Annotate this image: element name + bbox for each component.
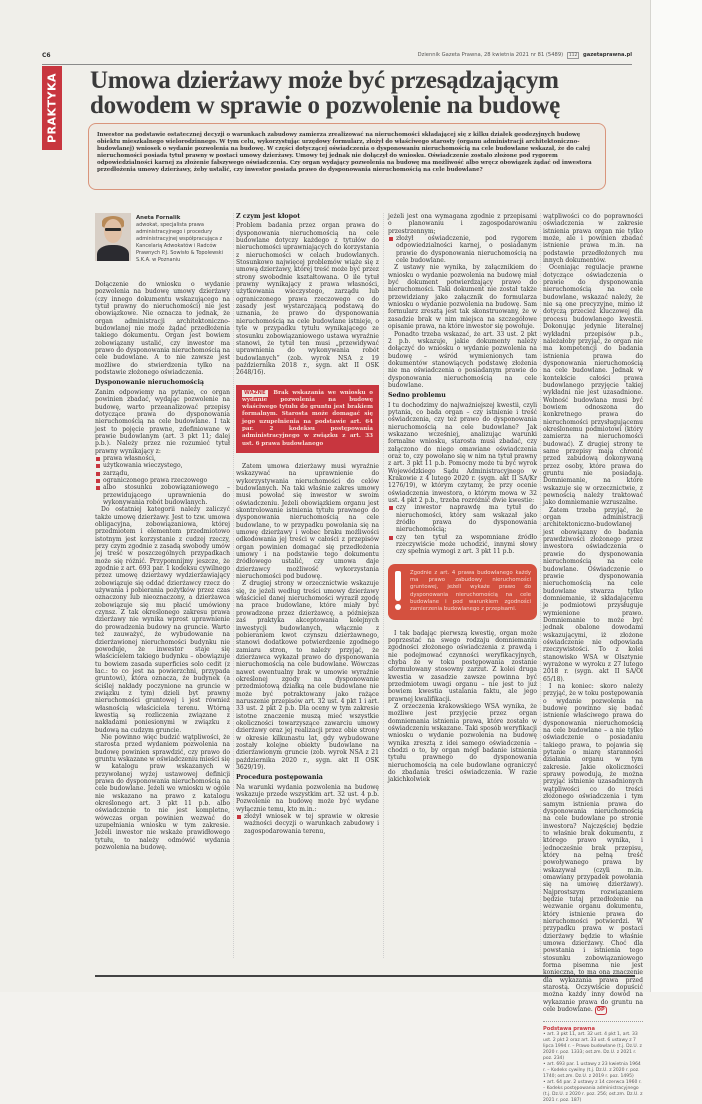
quote-box [388,564,537,620]
intro-paragraph: Dołączenie do wniosku o wydanie pozwolenia na budowę umowy dzierżawy (czy innego dokumentu wskazującego na tytuł prawny do nieruchomości) nie jest obowiązkowe. Nie oznacza to jednak, że organ administracji architektoniczno-budowlanej nie może żądać przedłożenia takiego dokumentu. Organ jest bowiem zobowiązany ustalić, czy inwestor ma prawo do dysponowania nieruchomością na cele budowlane. A to nie zawsze jest możliwe do stwierdzenia tylko na podstawie złożonego oświadczenia. [95,281,230,377]
subheading: Dysponowanie nieruchomością [95,379,204,387]
paragraph: I tak badając pierwszą kwestię, organ może poprzestać na swego rodzaju domniemaniu zgodności złożonego oświadczenia z prawdą i nie podejmować czynności weryfikacyjnych, chyba że w toku postępowania zostanie sformułowany stosowny zarzut. Z kolei druga kwestia w zasadzie zawsze powinna być przedmiotem uwagi organu – nie jest to już bowiem kwestia ustalania faktu, ale jego prawnej kwalifikacji. [388,629,537,703]
paragraph: Z ustawy nie wynika, by załącznikiem do wniosku o wydanie pozwolenia na budowę miał być dokument potwierdzający prawo do nieruchomości. Taki dokument nie został także przewidziany jako załącznik do formularza wniosku o wydanie pozwolenia na budowę. Sam formularz zresztą jest tak skonstruowany, że w zasadzie brak w nim miejsca na szczegółowe opisanie prawa, na które inwestor się powołuje. [388,264,537,331]
paragraph: I tu dochodzimy do najważniejszej kwestii, czyli pytania, co bada organ – czy istnienie i treść oświadczenia, czy też prawo do dysponowania nieruchomością na cele budowlane? Jak wskazano wcześniej, analizując warunki formalne wniosku, starosta musi zbadać, czy załączono do niego omawiane oświadczenia oraz to, czy powołano się w nim na tytuł prawny z art. 3 pkt 11 p.b. Pomocny może tu być wyrok Wojewódzkiego Sądu Administracyjnego w Krakowie z 4 lutego 2020 r. (sygn. akt II SA/Kr 1276/19), w którym czytamy, że przy ocenie oświadczenia inwestora, o którym mowa w 32 ust. 4 pkt 2 p.b., trzeba rozróżnić dwie kwestie: [388,401,537,505]
paragraph: Na warunki wydania pozwolenia na budowę wskazuje przede wszystkim art. 32 ust. 4 p.b. Pozwolenie na budowę może być wydane wyłącznie temu, kto m.in.: [236,783,379,813]
important-box [236,385,379,453]
list-item: albo stosunku zobowiązaniowego – przewidującego uprawnienia do wykonywania robót budowlanych. [95,484,230,506]
page-number: C6 [42,52,51,59]
list-item: ograniczonego prawa rzeczowego [95,477,230,484]
author-box [95,213,230,280]
website-link[interactable]: gazetaprawna.pl [583,52,632,58]
legal-basis-box [543,1021,643,1104]
exclamation-icon [394,571,402,611]
paragraph-text: I na koniec: skoro należy przyjąć, że w toku postępowania o wydanie pozwolenia na budowę powinno się badać istnienie właściwego prawa do dysponowania nieruchomością na cele budowlane – a nie tylko oświadczenie o posiadaniu takiego prawa, to pojawia się pytanie o miarę staranności działania organu w tym zakresie. Jakie okoliczności sprawy powodują, że można przyjąć istnienie uzasadnionych wątpliwości co do treści złożonego oświadczenia i tym samym istnienia prawa do dysponowania nieruchomością na cele budowlane po stronie inwestora? Najczęściej będzie to właśnie brak dokumentu, z którego prawo wynika, i jednocześnie brak przepisu, który na pełną treść powoływanego prawa by wskazywał (czyli m.in. omawiany przypadek powołania się na umowę dzierżawy). Najprostszym rozwiązaniem będzie tutaj przedłożenie na wezwanie organu dokumentu, który istnienie prawa do nieruchomości potwierdzi. W przypadku prawa w postaci dzierżawy będzie to właśnie umowa dzierżawy. Choć dla powstania i istnienia tego stosunku zobowiązaniowego forma pisemna nie jest konieczna, to ma ona znaczenie dla wykazania prawa przed starostą. Oczywiście dopuścić można każdy inny dowód na wykazanie prawa do gruntu na cele budowlane. [543,683,643,1014]
paragraph: Do ostatniej kategorii należy zaliczyć także umowę dzierżawy. Jest to tzw. umowa obligacyjna, zobowiązaniowa, której przedmiotem i elementem przedmiotowo istotnym jest korzystanie z cudzej rzeczy, przy czym zgodnie z zasadą swobody umów jej treść w poszczególnych przypadkach może się różnić. Przypomnijmy jeszcze, że zgodnie z art. 693 par. 1 kodeksu cywilnego przez umowę dzierżawy wydzierżawiający zobowiązuje się oddać dzierżawcy rzecz do używania i pobierania pożytków przez czas oznaczony lub nieoznaczony, a dzierżawca zobowiązuje się mu płacić umówiony czynsz. Z tak określonego zakresu prawa dzierżawy nie wynika wprost uprawnienie do prowadzenia budowy na gruncie. Warto też zauważyć, że wybudowanie na dzierżawionej nieruchomości budynku nie powoduje, że inwestor staje się właścicielem takiego budynku – obowiązuje tu bowiem zasada superficies solo cedit (z łac.: to co jest na powierzchni, przypada gruntowi), która oznacza, że budynek (a ściślej nakłady poczynione na gruncie w związku z tym) dzieli byt prawny nieruchomości gruntowej i jest również własnością właściciela terenu. Wtórną kwestią są rozliczenia związane z nakładami poniesionymi w związku z budową na cudzym gruncie. [95,506,230,734]
paragraph: jeżeli jest ona wymagana zgodnie z przepisami o planowaniu i zagospodarowaniu przestrzennym; [388,213,537,235]
lead-box: Inwestor na podstawie ostatecznej decyzji o warunkach zabudowy zamierza zrealizować na nieruchomości składającej się z kilku działek geodezyjnych budowę obiektu mieszkalnego wielorodzinnego. W tym celu, wykorzystując urzędowy formularz, złożył do właściwego starosty (organu administracji architektoniczno-budowlanej) wniosek o wydanie pozwolenia na budowę. W części dotyczącej oświadczenia o dysponowaniu nieruchomością na cele budowlane wskazał, że do całej nieruchomości posiada tytuł prawny w postaci umowy dzierżawy. Umowy tej jednak nie dołączył do wniosku. Oświadczenie zostało złożone pod rygorem odpowiedzialności karnej za złożenie fałszywego oświadczenia. Czy organ wydający pozwolenia na budowę ma możliwość albo wręcz obowiązek żądać od inwestora przedłożenia umowy dzierżawy, żeby ustalić, czy inwestor posiada prawo do dysponowania nieruchomością na cele budowlane? [88,123,606,190]
paragraph: wątpliwości co do poprawności oświadczenia w zakresie istnienia prawa organ nie tylko może, ale i powinien zbadać istnienie prawa m.in. na podstawie przedłożonych mu innych dokumentów. [543,213,643,265]
subheading: Sedno problemu [388,392,446,400]
bullet-list [236,813,379,835]
column-divider [540,213,541,958]
issue-date: 28 kwietnia 2021 nr 81 (5489) [484,52,564,58]
column-divider [233,213,234,958]
quote-text: Zgodnie z art. 4 prawa budowlanego każdy ma prawo zabudowy nieruchomości gruntowej, jeżeli wykaże prawo do dysponowania nieruchomością na cele budowlane i pod warunkiem zgodności zamierzenia budowlanego z przepisami. [410,569,531,613]
paragraph: Ponadto trzeba wskazać, że art. 33 ust. 2 pkt 2 p.b. wskazuje, jakie dokumenty należy dołączyć do wniosku o wydanie pozwolenia na budowę – wśród wymienionych tam dokumentów stanowiących podstawę złożenia nie ma oświadczenia o posiadanym prawie do dysponowania nieruchomością na cele budowlane. [388,330,537,389]
paragraph: Zatem trzeba przyjąć, że organ administracji architektoniczno-budowlanej jest obowiązany do badania prawdziwości złożonego przez inwestora oświadczenia o prawie do dysponowania nieruchomością na cele budowlane. Oświadczenie o prawie dysponowania nieruchomością na cele budowlane stwarza tylko domniemanie, iż składającemu je podmiotowi przysługuje wymienione prawo. Domniemanie to może być jednak obalone dowodami wskazującymi, iż złożone oświadczenie nie odpowiada rzeczywistości. To z kolei stanowisko WSA w Olsztynie wyrażone w wyroku z 27 lutego 2018 r. (sygn. akt II SA/Ol 65/18). [543,506,643,683]
author-photo [95,213,131,261]
page-header [42,52,632,65]
column-3 [388,213,537,784]
issue-badge: 112 [568,53,578,58]
paragraph [543,683,643,1015]
legal-basis-item: • art. 3 pkt 11, art. 32 ust. 4 pkt 1, art. 33 ust. 2 pkt 2 oraz art. 33 ust. 6 ustawy z 7 lipca 1994 r. – Prawo budowlane (t.j. Dz.U. z 2020 r. poz. 1333; ost.zm. Dz.U. z 2021 r. poz. 234) [543,1032,642,1062]
paragraph: Z orzeczenia krakowskiego WSA wynika, że możliwe jest przyjęcie przez organ domniemania istnienia prawa, które zostało w oświadczeniu wskazane. Taki sposób weryfikacji wniosku o wydanie pozwolenia na budowę wynika zresztą z idei samego oświadczenia – chodzi o to, by organ mógł badanie istnienia tytułu prawnego do dysponowania nieruchomością na cele budowlane ograniczyć do zbadania treści oświadczenia. W razie jakichkolwiek [388,703,537,784]
list-item: czy inwestor naprawdę ma tytuł do nieruchomości, który sam wskazał jako źródło prawa do dysponowania nieruchomością; [388,504,537,533]
paragraph: Zanim odpowiemy na pytanie, co organ powinien zbadać, wydając pozwolenie na budowę, warto przeanalizować przepisy dotyczące prawa do dysponowania nieruchomością na cele budowlane. I tak jest to pojęcie prawne, zdefiniowane w prawie budowlanym (art. 3 pkt 11; dalej p.b.). Należy przez nie rozumieć tytuł prawny wynikający z: [95,388,230,455]
column-divider [383,213,384,958]
masthead [418,52,632,59]
bullet-list [388,235,537,264]
end-mark-icon: OP [595,1006,607,1015]
legal-basis-item: • art. 693 par. 1 ustawy z 23 kwietnia 1964 r. – Kodeks cywilny (t.j. Dz.U. z 2020 r. poz. 1740; ost.zm. Dz.U. z 2019 r. poz. 1495) [543,1062,641,1080]
paragraph: Problem badania przez organ prawa do dysponowania nieruchomością na cele budowlane dotyczy każdego z tytułów do nieruchomości uprawniających do korzystania z nieruchomości w celach budowlanych. Stosunkowo najwięcej problemów wiąże się z umową dzierżawy, której treść może być przez strony swobodnie kształtowana. O ile tytuł prawny wynikający z prawa własności, użytkowania wieczystego, zarządu lub ograniczonego prawa rzeczowego co do zasady jest wystarczającą podstawą do uznania, że prawo do dysponowania nieruchomością na cele budowlane istnieje, o tyle w przypadku tytułu wynikającego ze stosunku zobowiązaniowego ustawa wyraźnie stanowi, że tytuł ten musi „przewidywać uprawnienia do wykonywania robót budowlanych” (zob. wyrok NSA z 19 października 2018 r., sygn. akt II OSK 2648/16). [236,222,379,377]
bullet-list [95,455,230,506]
list-item: prawa własności, [95,455,230,462]
author-name: Aneta Fornalik [136,215,181,221]
legal-basis-item: • art. 64 par. 2 ustawy z 14 czerwca 1960 r. – Kodeks postępowania administracyjnego (t.j. Dz.U. z 2020 r. poz. 256; ost.zm. Dz.U. z 2021 r. poz. 187) [543,1080,643,1104]
paragraph: Zatem umowa dzierżawy musi wyraźnie wskazywać na uprawnienie do wykorzystywania nieruchomości do celów budowlanych. Na taki właśnie zakres umowy musi powołać się inwestor w swoim oświadczeniu. Jeżeli obowiązkiem organu jest skontrolowanie istnienia tytułu prawnego do dysponowania nieruchomością na cele budowlane, to w przypadku powołania się na umowę dzierżawy i wobec braku możliwości odkodowania jej treści w całości z przepisów organ powinien domagać się przedłożenia umowy i na podstawie tego dokumentu źródłowego ustalić, czy umowa daje dzierżawcy możliwość wykorzystania nieruchomości pod budowę. [236,462,379,581]
paragraph: Oceniając regulacje prawne dotyczące oświadczenia o prawie do dysponowania nieruchomością na cele budowlane, wskazać należy, że nie są one precyzyjne, mimo iż dotyczą przecież kluczowej dla procesu budowlanego kwestii. Dokonując jedynie literalnej wykładni przepisów p.b., należałoby przyjąć, że organ nie ma kompetencji do badania istnienia prawa do dysponowania nieruchomością na cele budowlane. Jednak w kontekście całości prawa budowlanego przyjęcie takiej wykładni nie jest uzasadnione. Wolność budowlana musi być bowiem odnoszona do konkretnego prawa do nieruchomości przysługującemu określonemu podmiotowi (który zamierza na nieruchomości budować). Z drugiej strony te same przepisy mają chronić przed zabudową dokonywaną przez osoby, które prawa do gruntu nie posiadają. Domniemanie, na które wskazuje się w orzecznictwie, z pewnością należy traktować jako domniemanie wzruszalne. [543,264,643,507]
column-2 [236,213,379,835]
list-item: złożył wniosek w tej sprawie w okresie ważności decyzji o warunkach zabudowy i zagospodarowania terenu, [236,813,379,835]
paragraph: Nie powinno więc budzić wątpliwości, że starosta przed wydaniem pozwolenia na budowę powinien sprawdzić, czy prawo do gruntu wskazane w oświadczeniu mieści się w katalogu praw wskazanych w przywołanej wyżej ustawowej definicji prawa do dysponowania nieruchomością na cele budowlane. Jeżeli we wniosku w ogóle nie wskazano na prawo z katalogu określonego art. 3 pkt 11 p.b. albo oświadczenie to nie jest kompletne, wówczas organ powinien wezwać do uzupełniania wniosku w tym zakresie. Jeżeli inwestor nie wskaże prawidłowego tytułu, to należy odmówić wydania pozwolenia na budowę. [95,733,230,852]
important-text: Brak wskazania we wniosku o wydanie pozwolenia na budowę właściwego tytułu do gruntu jest brakiem formalnym. Starosta może domagać się jego uzupełnienia na podstawie art. 64 par. 2 kodeksu postępowania administracyjnego w związku z art. 33 ust. 6 prawa budowlanego [242,389,373,447]
section-tab [42,66,62,150]
list-item: czy ten tytuł za wspomniane źródło rzeczywiście może uchodzić, innymi słowy czy spełnia wymogi z art. 3 pkt 11 p.b. [388,534,537,556]
page-margin [651,0,702,992]
legal-basis-heading: Podstawa prawna [543,1026,596,1033]
bottom-rule [95,975,635,977]
column-1 [95,281,230,851]
section-label: PRAKTYKA [45,72,59,144]
bullet-list [388,504,537,555]
subheading: Procedura postępowania [236,774,323,782]
subheading: Z czym jest kłopot [236,213,301,220]
column-4 [543,213,643,1104]
author-description: adwokat, specjalista prawa administracyjnego i procedury administracyjnej współpracująca z Kancelarią Adwokatów i Radców Prawnych P.J. Sowisło & Topolewski S.K.A. w Poznaniu [136,222,224,263]
list-item: złożył oświadczenie, pod rygorem odpowiedzialności karnej, o posiadanym prawie do dysponowania nieruchomością na cele budowlane. [388,235,537,264]
important-tag: WAŻNE [244,389,266,396]
list-item: zarządu, [95,470,230,477]
publication-name: Dziennik Gazeta Prawna, [417,52,483,58]
article-title: Umowa dzierżawy może być przesądzającym dowodem w sprawie o pozwolenie na budowę [90,67,560,119]
paragraph: Z drugiej strony w orzecznictwie wskazuje się, że jeżeli według treści umowy dzierżawy właściciel danej nieruchomości wyraził zgodę na prace budowlane, które miały być prowadzone przez dzierżawcę, a późniejsza zaś praktyka akceptowania kolejnych inwestycji budowlanych, włącznie z pobieraniem kwot czynszu dzierżawnego, stanowi dodatkowe potwierdzenie zgodnego zamiaru stron, to należy przyjąć, że dzierżawca wykazał prawo do dysponowania nieruchomością na cele budowlane. Wówczas nawet ewentualny brak w umowie wyraźnie określonej zgody na dysponowanie przedmiotową działką na cele budowlane nie może być potraktowany jako rażące naruszenie przepisów art. 32 ust. 4 pkt 1 i art. 33 ust. 2 pkt 2 p.b. Dla oceny w tym zakresie istotne znaczenie muszą mieć wszystkie okoliczności towarzyszące zawarciu umowy dzierżawy oraz jej realizacji przez obie strony w okresie kilkunastu lat, gdy wybudowane zostały kolejne obiekty budowlane na dzierżawionym gruncie (zob. wyrok NSA z 21 października 2020 r., sygn. akt II OSK 3629/19). [236,580,379,772]
list-item: użytkowania wieczystego, [95,462,230,469]
